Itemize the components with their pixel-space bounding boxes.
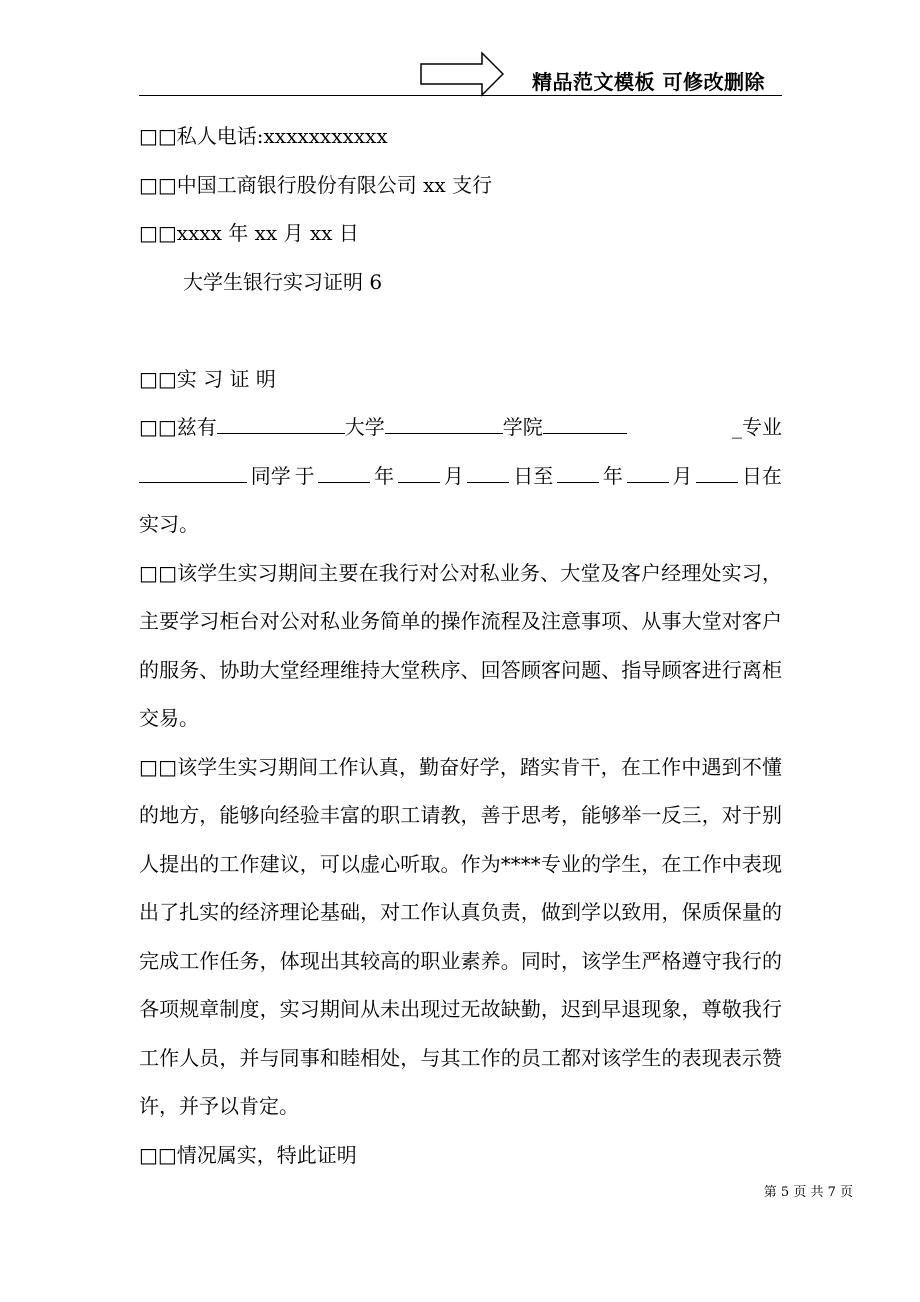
- month-label-1: 月: [443, 463, 464, 488]
- certificate-heading: □□实 习 证 明: [139, 366, 276, 391]
- day-blank-2: [696, 460, 738, 483]
- paragraph-closing: □□情况属实，特此证明: [139, 1142, 357, 1167]
- phone-line: □□私人电话:xxxxxxxxxxx: [139, 124, 388, 148]
- blank-line: [139, 306, 782, 355]
- bank-line: □□中国工商银行股份有限公司 xx 支行: [139, 172, 493, 197]
- college-label: 学院: [502, 415, 543, 439]
- month-label-2: 月: [672, 463, 693, 488]
- month-blank-1: [398, 460, 440, 483]
- header-divider: [139, 95, 782, 96]
- year-blank-1: [318, 460, 370, 483]
- year-label-2: 年: [602, 463, 623, 488]
- fill-line-1: [139, 403, 782, 452]
- month-blank-2: [627, 460, 669, 483]
- fill-line-2: [139, 452, 782, 501]
- fill-line-3: 实习。: [139, 512, 199, 536]
- university-label: 大学: [344, 415, 385, 439]
- university-blank: [217, 411, 345, 434]
- college-blank: [385, 411, 503, 434]
- arrow-right-icon: [420, 51, 504, 97]
- document-title: 大学生银行实习证明 6: [183, 269, 383, 294]
- document-body: [139, 112, 782, 1179]
- major-blank: [543, 411, 627, 434]
- year-label-1: 年: [374, 463, 395, 488]
- day-to-label: 日至: [513, 463, 554, 488]
- paragraph-duties: □□该学生实习期间主要在我行对公对私业务、大堂及客户经理处实习，主要学习柜台对公对私业务简单的操作流程及注意事项、从事大堂对客户的服务、协助大堂经理维持大堂秩序、回答顾客问题、指导顾客进行离柜交易。: [139, 560, 782, 730]
- fill-prefix: □□兹有: [139, 415, 217, 439]
- student-label: 同学: [250, 463, 291, 488]
- page-header: [0, 0, 920, 100]
- at-label: 于: [294, 463, 315, 488]
- header-title: 精品范文模板 可修改删除: [532, 70, 765, 94]
- student-blank: [139, 460, 247, 483]
- paragraph-evaluation: □□该学生实习期间工作认真，勤奋好学，踏实肯干，在工作中遇到不懂的地方，能够向经验丰富的职工请教，善于思考，能够举一反三，对于别人提出的工作建议，可以虚心听取。作为****专业的学生，在工作中表现出了扎实的经济理论基础，对工作认真负责，做到学以致用，保质保量的完成工作任务，体现出其较高的职业素养。同时，该学生严格遵守我行的各项规章制度，实习期间从未出现过无故缺勤，迟到早退现象，尊敬我行工作人员，并与同事和睦相处，与其工作的员工都对该学生的表现表示赞许，并予以肯定。: [139, 754, 782, 1118]
- day-blank-1: [467, 460, 509, 483]
- day-at-label: 日在: [741, 463, 782, 488]
- major-label: _专业: [732, 415, 782, 439]
- page-number: 第 5 页 共 7 页: [763, 1185, 853, 1200]
- year-blank-2: [557, 460, 599, 483]
- date-line: □□xxxx 年 xx 月 xx 日: [139, 221, 359, 245]
